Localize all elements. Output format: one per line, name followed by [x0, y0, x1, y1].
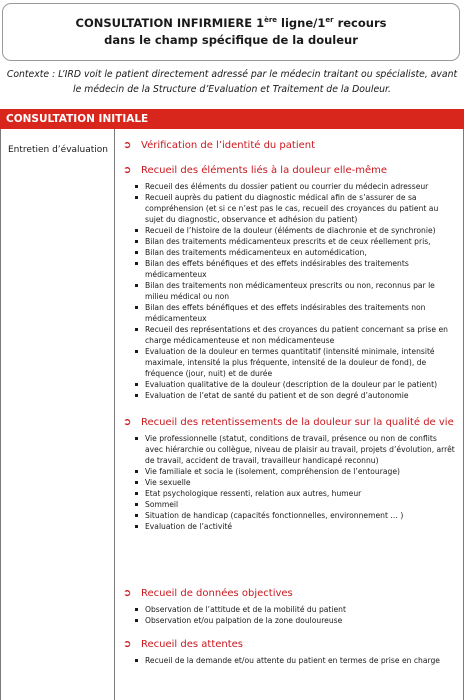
list-item: Bilan des effets bénéfiques et des effets indésirables des traitements médicamenteux: [135, 258, 457, 280]
list-item: Observation de l’attitude et de la mobilité du patient: [135, 604, 457, 615]
bullet-square-icon: [135, 196, 138, 199]
objective-data-list: [135, 604, 457, 626]
left-column: [1, 129, 115, 700]
bullet-square-icon: [135, 350, 138, 353]
bullet-square-icon: [135, 240, 138, 243]
list-item: Vie professionnelle (statut, conditions de travail, présence ou non de conflits avec hiérarchie ou collègue, niveau de plaisir au travail, projets d’évolution, arrêt de travail, accident de travail, travailleur handicapé reconnu): [135, 433, 457, 466]
list-item: Recueil de la demande et/ou attente du patient en termes de prise en charge: [135, 655, 457, 666]
list-item: Etat psychologique ressenti, relation aux autres, humeur: [135, 488, 457, 499]
list-item: Recueil des éléments du dossier patient ou courrier du médecin adresseur: [135, 181, 457, 192]
list-item: Bilan des traitements médicamenteux en automédication,: [135, 247, 457, 258]
context-line-1: Contexte : L’IRD voit le patient directement adressé par le médecin traitant ou spécialiste, avant: [6, 69, 458, 80]
bullet-square-icon: [135, 481, 138, 484]
block-heading-expectations: ➲ Recueil des attentes: [123, 639, 244, 650]
bullet-square-icon: [135, 262, 138, 265]
bullet-square-icon: [135, 470, 138, 473]
block-heading-identity: ➲ Vérification de l’identité du patient: [123, 140, 316, 151]
bullet-square-icon: [135, 284, 138, 287]
block-heading-quality-of-life: ➲ Recueil des retentissements de la douleur sur la qualité de vie: [123, 417, 454, 428]
list-item: Bilan des effets bénéfiques et des effets indésirables des traitements non médicamenteux: [135, 302, 457, 324]
list-item: Vie sexuelle: [135, 477, 457, 488]
arrow-right-icon: ➲: [123, 588, 132, 599]
list-item: Bilan des traitements médicamenteux prescrits et de ceux réellement pris,: [135, 236, 457, 247]
bullet-square-icon: [135, 383, 138, 386]
row-label: Entretien d’évaluation: [8, 145, 109, 155]
bullet-square-icon: [135, 328, 138, 331]
bullet-square-icon: [135, 185, 138, 188]
list-item: Evaluation de la douleur en termes quantitatif (intensité minimale, intensité maximale, intensité la plus fréquente, intensité de la douleur de fond), de fréquence (jour, nuit) et de durée: [135, 346, 457, 379]
arrow-right-icon: ➲: [123, 417, 132, 428]
list-item: Recueil des représentations et des croyances du patient concernant sa prise en charge médicamenteuse et non médicamenteuse: [135, 324, 457, 346]
context-line-2: le médecin de la Structure d’Evaluation et Traitement de la Douleur.: [73, 84, 391, 95]
bullet-square-icon: [135, 608, 138, 611]
bullet-square-icon: [135, 492, 138, 495]
list-item: Bilan des traitements non médicamenteux prescrits ou non, reconnus par le milieu médical ou non: [135, 280, 457, 302]
context-text: [4, 67, 460, 97]
quality-of-life-list: [135, 433, 457, 532]
list-item: Observation et/ou palpation de la zone douloureuse: [135, 615, 457, 626]
expectations-list: [135, 655, 457, 666]
bullet-square-icon: [135, 251, 138, 254]
list-item: Recueil de l’histoire de la douleur (éléments de diachronie et de synchronie): [135, 225, 457, 236]
bullet-square-icon: [135, 503, 138, 506]
bullet-square-icon: [135, 514, 138, 517]
arrow-right-icon: ➲: [123, 140, 132, 151]
bullet-square-icon: [135, 306, 138, 309]
bullet-square-icon: [135, 437, 138, 440]
block-heading-pain-elements: ➲ Recueil des éléments liés à la douleur elle-même: [123, 165, 387, 176]
consultation-table: [0, 129, 464, 700]
list-item: Evaluation de l’activité: [135, 521, 457, 532]
list-item: Situation de handicap (capacités fonctionnelles, environnement … ): [135, 510, 457, 521]
bullet-square-icon: [135, 229, 138, 232]
block-heading-objective-data: ➲ Recueil de données objectives: [123, 588, 293, 599]
bullet-square-icon: [135, 394, 138, 397]
bullet-square-icon: [135, 619, 138, 622]
title-line-1: CONSULTATION INFIRMIERE 1ère ligne/1er recours: [75, 16, 387, 30]
bullet-square-icon: [135, 659, 138, 662]
list-item: Vie familiale et socia le (isolement, compréhension de l’entourage): [135, 466, 457, 477]
list-item: Recueil auprès du patient du diagnostic médical afin de s’assurer de sa compréhension (et si ce n’est pas le cas, recueil des croyances du patient au sujet du diagnostic, observance et adhésion du patient): [135, 192, 457, 225]
document-title: [2, 3, 460, 61]
pain-elements-list: [135, 181, 457, 401]
list-item: Evaluation qualitative de la douleur (description de la douleur par le patient): [135, 379, 457, 390]
list-item: Evaluation de l’etat de santé du patient et de son degré d’autonomie: [135, 390, 457, 401]
arrow-right-icon: ➲: [123, 639, 132, 650]
list-item: Sommeil: [135, 499, 457, 510]
arrow-right-icon: ➲: [123, 165, 132, 176]
title-line-2: dans le champ spécifique de la douleur: [104, 33, 358, 47]
bullet-square-icon: [135, 525, 138, 528]
section-header: CONSULTATION INITIALE: [0, 109, 464, 129]
